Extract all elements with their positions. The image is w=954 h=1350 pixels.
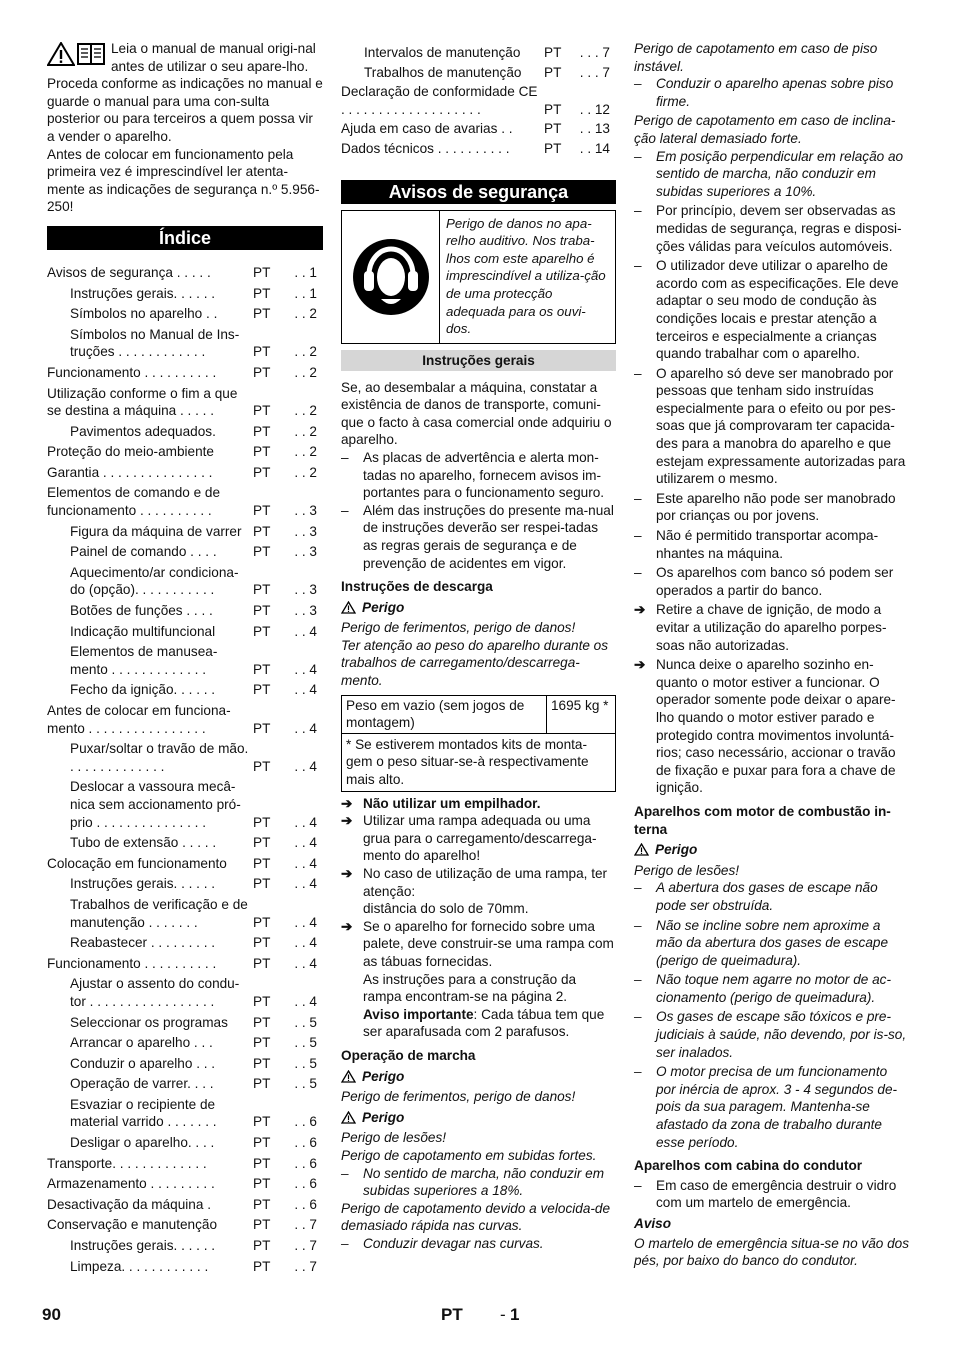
toc-entry-lang: PT (253, 544, 271, 560)
toc-entry-title: Deslocar a vassoura mecâ-nica sem accionamento pró-prio . . . . . . . . . . . . . . . (70, 779, 241, 830)
general-instructions-heading: Instruções gerais (341, 350, 616, 371)
toc-row[interactable] (47, 1014, 323, 1032)
toc-row[interactable] (47, 1237, 323, 1255)
toc-row[interactable] (341, 120, 616, 138)
toc-entry-lang: PT (253, 682, 271, 698)
table-of-contents-continued (341, 44, 616, 158)
toc-entry-page: . . 5 (294, 1014, 317, 1030)
list-item: – As placas de advertência e alerta mon-tadas no aparelho, fornecem avisos im-portantes para o funcionamento seguro. (341, 449, 605, 501)
toc-entry-page: . . 2 (294, 403, 317, 419)
list-item: ➔ Utilizar uma rampa adequada ou uma grua para o carregamento/descarrega-mento do aparelho! (341, 813, 597, 864)
toc-entry-page: . . . 7 (579, 64, 610, 80)
toc-entry-title: Operação de varrer. . . . (70, 1076, 214, 1092)
list-item: – Este aparelho não pode ser manobrado por crianças ou por jovens. (634, 490, 896, 524)
toc-entry-lang: PT (253, 523, 271, 539)
toc-entry-page: . . 1 (294, 285, 317, 301)
list-item: ➔ Se o aparelho for fornecido sobre uma palete, deve construir-se uma rampa com as tábuas fornecidas. (341, 918, 614, 969)
toc-entry-lang: PT (253, 993, 271, 1009)
toc-entry-lang: PT (253, 1258, 271, 1274)
toc-entry-lang: PT (253, 914, 271, 930)
toc-entry-title: Elementos de comando e de funcionamento . . . . . . . . . . (47, 485, 221, 519)
list-item: – Os gases de escape são tóxicos e pre-judiciais à saúde, não devendo, por is-so, ser inalados. (634, 1009, 907, 1060)
toc-entry-page: . . 13 (579, 121, 610, 137)
toc-entry-page: . . 4 (294, 935, 317, 951)
footer-language: PT (441, 1305, 463, 1324)
toc-entry-lang: PT (544, 45, 562, 60)
list-item: ➔ Nunca deixe o aparelho sozinho en-quanto o motor estiver a funcionar. O operador somente pode deixar o apare-lho quando o motor estiver parado e protegido contra movimentos involuntá-rios; caso necessário, accionar o travão de fixação e puxar para fora a chave de ignição. (634, 657, 896, 796)
notice-text: O martelo de emergência situa-se no vão dos pés, por baixo do banco do condutor. (634, 1235, 910, 1269)
toc-row[interactable] (47, 1175, 323, 1193)
toc-row[interactable] (47, 443, 323, 461)
general-rules-list (634, 202, 910, 797)
toc-entry-page: . . 1 (294, 264, 317, 280)
toc-entry-title: Conduzir o aparelho . . . (70, 1055, 216, 1071)
toc-entry-lang: PT (253, 1135, 271, 1151)
toc-row[interactable] (47, 285, 323, 303)
list-item: – Além das instruções do presente ma-nual de instruções deverão ser respei-tadas as regras gerais de segurança e de prevenção de acidentes em vigor. (341, 502, 614, 571)
manual-book-icon (77, 42, 105, 66)
toc-entry-lang: PT (253, 264, 271, 280)
warning-triangle-icon (47, 42, 75, 66)
list-item: – Não é permitido transportar acompa-nhantes na máquina. (634, 528, 879, 561)
ramp-instructions: As instruções para a construção da rampa encontram-se na página 2. (363, 971, 577, 1005)
toc-entry-title: Figura da máquina de varrer (70, 523, 242, 539)
intro-block (47, 40, 323, 216)
toc-entry-page: . . 4 (294, 661, 317, 677)
toc-row[interactable] (47, 1096, 323, 1131)
toc-row[interactable] (47, 264, 323, 282)
warning-triangle-icon (634, 843, 649, 856)
toc-entry-page: . . 7 (294, 1238, 317, 1254)
unloading-arrow-list (341, 795, 616, 1041)
toc-row[interactable] (47, 1216, 323, 1234)
toc-entry-lang: PT (253, 423, 271, 439)
toc-entry-page: . . 5 (294, 1055, 317, 1071)
list-item: – Conduzir o aparelho apenas sobre piso firme. (634, 76, 894, 109)
toc-entry-page: . . 7 (294, 1217, 317, 1233)
toc-row[interactable] (47, 702, 323, 737)
toc-entry-title: Instruções gerais. . . . . . (70, 1238, 216, 1254)
toc-entry-title: Puxar/soltar o travão de mão. . . . . . . . . . . . . . (70, 741, 249, 774)
toc-entry-lang: PT (253, 364, 271, 380)
danger-label: Perigo (634, 841, 910, 859)
unloading-warning-2: Ter atenção ao peso do aparelho durante os trabalhos de carregamento/descarrega-mento. (341, 637, 609, 689)
toc-entry-page: . . 3 (294, 544, 317, 560)
toc-row[interactable] (47, 1258, 323, 1276)
danger-label: Perigo (341, 1109, 616, 1127)
toc-entry-page: . . 6 (294, 1114, 317, 1130)
toc-entry-title: Instruções gerais. . . . . . (70, 285, 216, 301)
toc-entry-lang: PT (544, 64, 562, 80)
toc-entry-page: . . 5 (294, 1076, 317, 1092)
list-item: – Não toque nem agarre no motor de ac-cionamento (perigo de queimadura). (634, 972, 892, 1005)
toc-entry-lang: PT (253, 1035, 271, 1051)
warning-triangle-icon (341, 601, 356, 614)
toc-entry-lang: PT (253, 935, 271, 951)
toc-entry-page: . . 12 (579, 101, 610, 117)
toc-entry-lang: PT (253, 1155, 271, 1171)
toc-entry-lang: PT (253, 814, 271, 830)
warning-icons (47, 42, 105, 66)
toc-entry-title: Colocação em funcionamento (47, 855, 227, 871)
toc-entry-title: Antes de colocar em funciona-mento . . . . . . . . . . . . . . . . (47, 703, 231, 736)
intro-text-2: Antes de colocar em funcionamento pela primeira vez é imprescindível ler atenta-mente as indicações de segurança n.º 5.956-250! (47, 146, 320, 215)
list-item: – Conduzir devagar nas curvas. (341, 1235, 544, 1251)
toc-entry-title: Funcionamento . . . . . . . . . . (47, 364, 217, 380)
toc-entry-page: . . 4 (294, 720, 317, 736)
toc-entry-page: . . 4 (294, 914, 317, 930)
toc-entry-page: . . 4 (294, 623, 317, 639)
toc-entry-title: Limpeza. . . . . . . . . . . . (70, 1258, 209, 1274)
toc-row[interactable] (47, 523, 323, 541)
weight-table (341, 695, 616, 792)
toc-entry-title: Painel de comando . . . . (70, 544, 217, 560)
hearing-warning-text: Perigo de danos no apa-relho auditivo. Nos traba-lhos com este aparelho é imprescindível a utiliza-ção de uma protecção adequada para os ouvi-dos. (446, 215, 606, 337)
toc-entry-lang: PT (253, 285, 271, 301)
toc-row[interactable] (47, 834, 323, 852)
table-row (342, 696, 615, 734)
toc-row[interactable] (47, 564, 323, 599)
toc-entry-page: . . 4 (294, 758, 317, 774)
toc-entry-page: . . 6 (294, 1135, 317, 1151)
toc-entry-lang: PT (253, 1114, 271, 1130)
toc-entry-title: Tubo de extensão . . . . . (70, 835, 217, 851)
toc-entry-title: Instruções gerais. . . . . . (70, 876, 216, 892)
toc-entry-title: Símbolos no Manual de Ins-truções . . . . . . . . . . . . (70, 326, 240, 360)
toc-entry-lang: PT (253, 1196, 271, 1212)
list-item: ➔ No caso de utilização de uma rampa, ter atenção: (341, 866, 608, 899)
driving-warning-3: Perigo de capotamento em subidas fortes. (341, 1147, 597, 1163)
unloading-heading: Instruções de descarga (341, 579, 493, 595)
toc-row[interactable] (47, 364, 323, 382)
toc-entry-title: Trabalhos de verificação e de manutenção . . . . . . . (70, 896, 248, 930)
toc-entry-page: . . 3 (294, 503, 317, 519)
toc-entry-lang: PT (253, 1014, 271, 1030)
toc-entry-page: . . 2 (294, 464, 317, 480)
driving-warning-4: Perigo de capotamento devido a velocida-de demasiado rápida nas curvas. (341, 1200, 611, 1234)
danger-label: Perigo (341, 1068, 616, 1086)
toc-entry-title: Ajustar o assento do condu-tor . . . . . . . . . . . . . . . . . (70, 976, 240, 1009)
toc-entry-title: Seleccionar os programas (70, 1014, 228, 1030)
list-item: – O motor precisa de um funcionamento por inércia de aprox. 3 - 4 segundos de-pois da sua paragem. Mantenha-se afastado da zona de trabalho durante esse período. (634, 1064, 898, 1150)
toc-entry-title: Intervalos de manutenção (364, 45, 521, 60)
toc-entry-lang: PT (253, 1076, 271, 1092)
toc-entry-title: Declaração de conformidade CE . . . . . . . . . . . . . . . . . . . (341, 84, 538, 117)
important-note: Aviso importante: Cada tábua tem que ser aparafusada com 2 parafusos. (363, 1006, 605, 1040)
toc-entry-lang: PT (544, 140, 562, 156)
toc-row[interactable] (341, 140, 616, 158)
toc-entry-lang: PT (253, 344, 271, 360)
toc-entry-title: Esvaziar o recipiente de material varrido . . . . . . . (70, 1096, 217, 1130)
toc-entry-page: . . 4 (294, 855, 317, 871)
toc-entry-page: . . 6 (294, 1155, 317, 1171)
toc-row[interactable] (47, 955, 323, 973)
toc-entry-lang: PT (253, 1238, 271, 1254)
warning-triangle-icon (341, 1070, 356, 1083)
toc-entry-title: Garantia . . . . . . . . . . . . . . . (47, 464, 213, 480)
toc-entry-lang: PT (253, 758, 271, 774)
list-item: – Não se incline sobre nem aproxime a mão da abertura dos gases de escape (perigo de queimadura). (634, 917, 889, 968)
weight-value-cell: 1695 kg * (551, 697, 609, 713)
toc-row[interactable] (47, 1155, 323, 1173)
toc-row[interactable] (47, 975, 323, 1010)
ear-protection-icon (351, 237, 431, 317)
column-1 (47, 40, 323, 1278)
toc-row[interactable] (47, 855, 323, 873)
toc-entry-title: Proteção do meio-ambiente (47, 444, 214, 460)
toc-entry-page: . . 4 (294, 814, 317, 830)
toc-row[interactable] (47, 681, 323, 699)
toc-entry-title: Dados técnicos . . . . . . . . . . (341, 140, 510, 156)
toc-entry-lang: PT (253, 855, 271, 871)
footer-separator: - (500, 1305, 506, 1324)
toc-row[interactable] (47, 1196, 323, 1214)
toc-entry-page: . . 4 (294, 835, 317, 851)
toc-entry-lang: PT (253, 464, 271, 480)
toc-entry-lang: PT (253, 720, 271, 736)
weight-label-cell: Peso em vazio (sem jogos de montagem) (342, 696, 547, 733)
toc-entry-lang: PT (253, 661, 271, 677)
toc-row[interactable] (47, 602, 323, 620)
toc-entry-lang: PT (253, 403, 271, 419)
toc-row[interactable] (47, 326, 323, 361)
toc-entry-lang: PT (253, 623, 271, 639)
toc-entry-title: Botões de funções . . . . (70, 603, 213, 619)
toc-row[interactable] (47, 385, 323, 420)
toc-entry-page: . . 2 (294, 444, 317, 460)
toc-row[interactable] (47, 778, 323, 831)
toc-entry-lang: PT (544, 101, 562, 117)
toc-entry-title: Armazenamento . . . . . . . . . (47, 1176, 215, 1192)
warning-triangle-icon (341, 1111, 356, 1124)
toc-entry-page: . . 7 (294, 1258, 317, 1274)
toc-entry-lang: PT (253, 582, 271, 598)
toc-entry-page: . . 4 (294, 993, 317, 1009)
tip-warning-1: Perigo de capotamento em caso de piso instável. (634, 41, 878, 74)
list-item: – Por princípio, devem ser observadas as medidas de segurança, regras e disposi-ções válidas para veículos automóveis. (634, 203, 902, 254)
toc-entry-page: . . 3 (294, 603, 317, 619)
toc-entry-page: . . 4 (294, 682, 317, 698)
table-of-contents (47, 264, 323, 1275)
list-item: – No sentido de marcha, não conduzir em subidas superiores a 18%. (341, 1165, 605, 1199)
toc-entry-page: . . 6 (294, 1176, 317, 1192)
toc-entry-title: Aquecimento/ar condiciona-do (opção). . . . . . . . . . . (70, 564, 239, 598)
toc-entry-page: . . 2 (294, 423, 317, 439)
toc-entry-page: . . 3 (294, 582, 317, 598)
toc-entry-title: Indicação multifuncional (70, 623, 216, 639)
toc-entry-title: Utilização conforme o fim a que se destina a máquina . . . . . (47, 385, 238, 419)
weight-note: * Se estiverem montados kits de monta-gem o peso situar-se-à respectivamente mais alto. (346, 736, 589, 788)
list-item: – O utilizador deve utilizar o aparelho de acordo com as especificações. Ele deve adaptar o seu modo de condução às condições locais e prestar atenção a terceiros e especialmente a crianças quando trabalhar com o aparelho. (634, 258, 899, 362)
list-item: – A abertura dos gases de escape não pode ser obstruída. (634, 880, 878, 913)
list-item: – Em caso de emergência destruir o vidro com um martelo de emergência. (634, 1177, 897, 1211)
unloading-warning-1: Perigo de ferimentos, perigo de danos! (341, 620, 576, 636)
danger-label: Perigo (341, 599, 616, 617)
tip-warning-2: Perigo de capotamento em caso de inclina-ção lateral demasiado forte. (634, 113, 896, 146)
general-paragraph: Se, ao desembalar a máquina, constatar a existência de danos de transporte, comuni-que o facto à casa comercial onde adquiriu o aparelho. (341, 379, 612, 448)
page-number: 90 (42, 1305, 61, 1324)
toc-entry-title: Transporte. . . . . . . . . . . . . (47, 1155, 207, 1171)
toc-row[interactable] (47, 305, 323, 323)
safety-title: Avisos de segurança (341, 180, 616, 204)
toc-entry-lang: PT (253, 876, 271, 892)
toc-row[interactable] (341, 44, 616, 62)
toc-entry-lang: PT (253, 444, 271, 460)
toc-row[interactable] (47, 1134, 323, 1152)
driving-warning-2: Perigo de lesões! (341, 1130, 447, 1146)
toc-row[interactable] (341, 64, 616, 82)
hearing-protection-box (341, 210, 616, 344)
combustion-list (634, 879, 910, 1151)
driving-heading: Operação de marcha (341, 1047, 476, 1063)
toc-entry-lang: PT (253, 503, 271, 519)
toc-row[interactable] (47, 484, 323, 519)
toc-entry-page: . . 3 (294, 523, 317, 539)
toc-entry-title: Trabalhos de manutenção (364, 64, 522, 80)
toc-row[interactable] (47, 1034, 323, 1052)
toc-row[interactable] (47, 875, 323, 893)
toc-entry-title: Avisos de segurança . . . . . (47, 264, 211, 280)
toc-row[interactable] (47, 543, 323, 561)
toc-row[interactable] (47, 1055, 323, 1073)
toc-entry-title: Conservação e manutenção (47, 1217, 218, 1233)
toc-row[interactable] (47, 934, 323, 952)
hearing-icon-cell (342, 211, 440, 343)
toc-row[interactable] (47, 740, 323, 775)
combustion-warning: Perigo de lesões! (634, 862, 740, 878)
list-item: – Em posição perpendicular em relação ao sentido de marcha, não conduzir em subidas superiores a 10%. (634, 148, 904, 199)
toc-entry-lang: PT (253, 306, 271, 322)
toc-entry-lang: PT (544, 121, 562, 137)
intro-text: Leia o manual de manual origi-nal antes de utilizar o seu apare-lho. Proceda conforme as indicações no manual e guarde o manual para uma con-sulta posterior ou para terceiros a quem possa vir a vender o aparelho. (47, 41, 323, 144)
toc-entry-page: . . 2 (294, 344, 317, 360)
toc-entry-title: Símbolos no aparelho . . (70, 306, 218, 322)
toc-entry-page: . . 5 (294, 1035, 317, 1051)
toc-entry-title: Arrancar o aparelho . . . (70, 1035, 213, 1051)
toc-entry-lang: PT (253, 1217, 271, 1233)
toc-entry-lang: PT (253, 955, 271, 971)
toc-entry-title: Desligar o aparelho. . . . (70, 1135, 215, 1151)
list-item: ➔ Retire a chave de ignição, de modo a evitar a utilização do aparelho porpes-soas não autorizadas. (634, 602, 887, 653)
toc-entry-page: . . 2 (294, 364, 317, 380)
toc-entry-title: Ajuda em caso de avarias . . (341, 121, 513, 137)
toc-entry-title: Pavimentos adequados. (70, 423, 216, 439)
toc-entry-page: . . . 7 (579, 45, 610, 60)
toc-entry-page: . . 14 (579, 140, 610, 156)
toc-entry-page: . . 2 (294, 306, 317, 322)
toc-entry-lang: PT (253, 603, 271, 619)
ramp-distance: distância do solo de 70mm. (363, 901, 529, 917)
toc-entry-page: . . 4 (294, 876, 317, 892)
toc-entry-lang: PT (253, 1176, 271, 1192)
toc-row[interactable] (47, 643, 323, 678)
toc-row[interactable] (47, 423, 323, 441)
toc-entry-title: Elementos de manusea-mento . . . . . . . . . . . . . (70, 644, 218, 677)
toc-row[interactable] (47, 896, 323, 931)
toc-title: Índice (47, 226, 323, 250)
list-item: ➔ Não utilizar um empilhador. (341, 795, 541, 811)
toc-entry-lang: PT (253, 835, 271, 851)
toc-entry-page: . . 6 (294, 1196, 317, 1212)
toc-entry-lang: PT (253, 1055, 271, 1071)
toc-row[interactable] (341, 83, 616, 118)
toc-row[interactable] (47, 623, 323, 641)
toc-entry-title: Reabastecer . . . . . . . . . (70, 935, 216, 951)
toc-entry-title: Funcionamento . . . . . . . . . . (47, 955, 217, 971)
column-3 (634, 40, 910, 1270)
list-item: – O aparelho só deve ser manobrado por pessoas que tenham sido instruídas especialmente para o efeito ou por pes-soas que já comprovaram ter capacida-des para a manobra do aparelho e que estejam expressamente autorizadas para utilizarem o mesmo. (634, 365, 906, 487)
toc-entry-page: . . 4 (294, 955, 317, 971)
cab-heading: Aparelhos com cabina do condutor (634, 1158, 863, 1174)
notice-label: Aviso (634, 1216, 672, 1231)
toc-entry-title: Desactivação da máquina . (47, 1196, 211, 1212)
toc-entry-title: Fecho da ignição. . . . . . (70, 682, 216, 698)
column-2 (341, 40, 616, 1252)
toc-row[interactable] (47, 1075, 323, 1093)
driving-warning-1: Perigo de ferimentos, perigo de danos! (341, 1089, 576, 1105)
footer-subpage: 1 (510, 1305, 520, 1324)
combustion-heading: Aparelhos com motor de combustão in-terna (634, 803, 891, 837)
list-item: – Os aparelhos com banco só podem ser operados a partir do banco. (634, 565, 894, 598)
toc-row[interactable] (47, 464, 323, 482)
general-dash-list (341, 449, 616, 572)
